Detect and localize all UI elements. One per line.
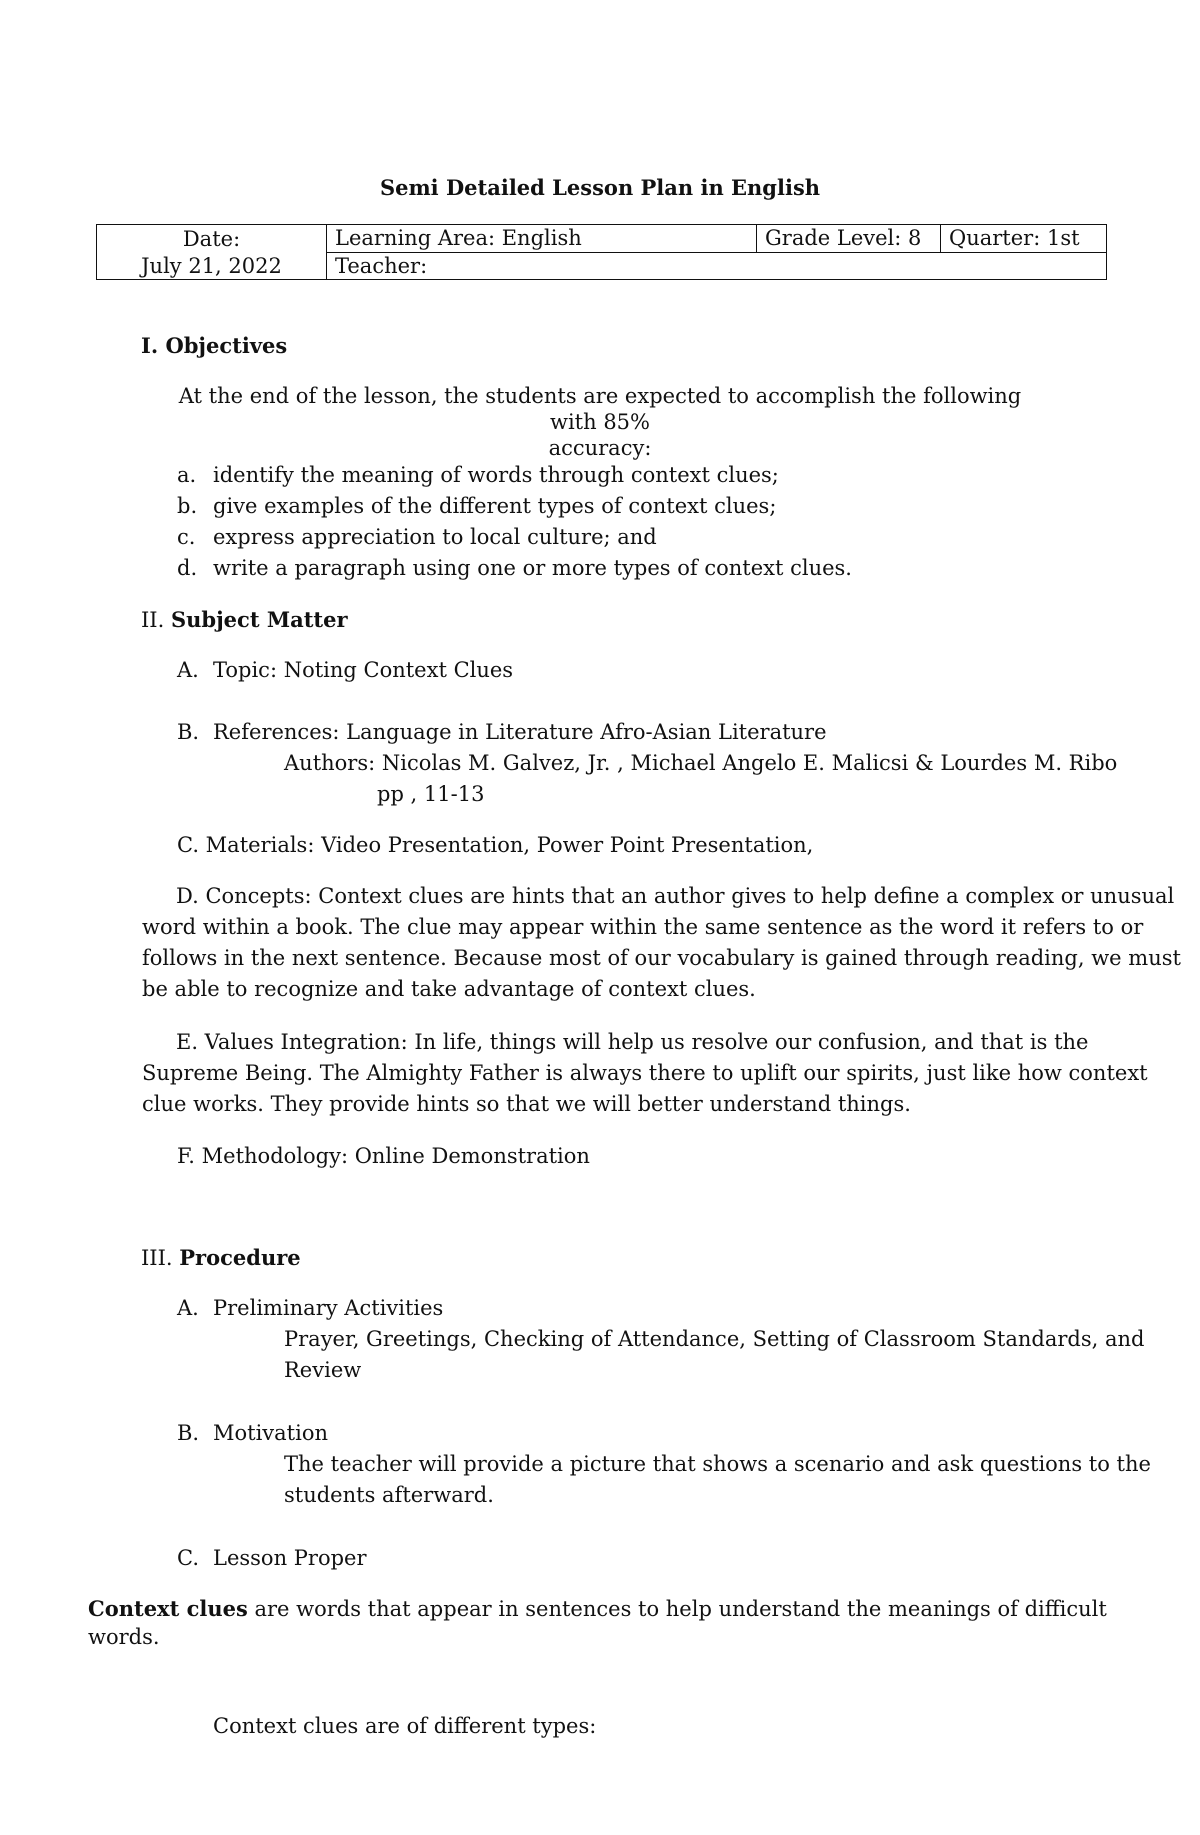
methodology-text: F. Methodology: Online Demonstration [177, 1144, 590, 1168]
context-clues-types-intro: Context clues are of different types: [213, 1714, 597, 1738]
lesson-info-table [96, 224, 1107, 280]
objectives-heading: I. Objectives [141, 333, 288, 358]
objective-item [177, 460, 977, 491]
preliminary-title: Preliminary Activities [213, 1296, 444, 1320]
objective-item [177, 522, 977, 553]
topic-marker: A. [177, 658, 199, 682]
references-marker: B. [177, 720, 200, 744]
subject-matter-number: II. [141, 608, 165, 632]
authors-text: Authors: Nicolas M. Galvez, Jr. , Michael Angelo E. Malicsi & Lourdes M. Ribo [284, 751, 1118, 775]
preliminary-marker: A. [177, 1296, 199, 1320]
references-item [177, 717, 977, 748]
lesson-proper-title: Lesson Proper [213, 1546, 367, 1570]
values-line: clue works. They provide hints so that we will better understand things. [142, 1092, 911, 1116]
objective-marker: b. [177, 494, 198, 518]
motivation-title: Motivation [213, 1421, 329, 1445]
motivation-detail: students afterward. [284, 1483, 494, 1507]
values-paragraph [142, 1027, 1148, 1120]
objective-text: write a paragraph using one or more types of context clues. [213, 556, 852, 580]
lesson-proper-marker: C. [177, 1546, 199, 1570]
preliminary-item [177, 1293, 977, 1324]
objectives-intro-line: At the end of the lesson, the students are expected to accomplish the following with 85% [178, 384, 1022, 434]
teacher-cell: Teacher: [327, 252, 1107, 280]
concepts-paragraph [142, 881, 1181, 1005]
pages-text: pp , 11-13 [377, 782, 485, 806]
objective-marker: c. [177, 525, 196, 549]
context-clues-line-rest: are words that appear in sentences to help understand the meanings of difficult [247, 1597, 1107, 1621]
subject-matter-heading [141, 604, 348, 636]
values-line: E. Values Integration: In life, things will help us resolve our confusion, and that is the [176, 1030, 1089, 1054]
info-table-row [97, 225, 1107, 253]
lesson-proper-item [177, 1543, 977, 1574]
concepts-line: word within a book. The clue may appear within the same sentence as the word it refers to or [142, 915, 1144, 939]
procedure-number: III. [141, 1246, 173, 1270]
concepts-line: follows in the next sentence. Because most of our vocabulary is gained through reading, we must [142, 946, 1181, 970]
date-label-cell: Date: [97, 225, 327, 253]
objective-marker: d. [177, 556, 198, 580]
procedure-heading [141, 1242, 301, 1274]
subject-matter-title: Subject Matter [170, 607, 348, 632]
document-title: Semi Detailed Lesson Plan in English [379, 175, 821, 200]
grade-level-cell: Grade Level: 8 [757, 225, 941, 253]
preliminary-detail: Prayer, Greetings, Checking of Attendance, Setting of Classroom Standards, and [284, 1327, 1145, 1351]
objective-item [177, 553, 977, 584]
motivation-detail: The teacher will provide a picture that shows a scenario and ask questions to the [284, 1452, 1151, 1476]
topic-item [177, 655, 977, 686]
references-text: References: Language in Literature Afro-Asian Literature [213, 720, 827, 744]
motivation-item [177, 1418, 977, 1449]
objective-text: identify the meaning of words through context clues; [213, 463, 779, 487]
materials-text: C. Materials: Video Presentation, Power Point Presentation, [177, 833, 814, 857]
info-table-row [97, 252, 1107, 280]
objective-text: express appreciation to local culture; and [213, 525, 657, 549]
objectives-intro [170, 383, 1030, 461]
learning-area-cell: Learning Area: English [327, 225, 757, 253]
objective-text: give examples of the different types of context clues; [213, 494, 777, 518]
objective-item [177, 491, 977, 522]
objectives-intro-line: accuracy: [548, 436, 652, 460]
context-clues-line: words. [88, 1625, 160, 1649]
concepts-line: D. Concepts: Context clues are hints that an author gives to help define a complex or unusual [176, 884, 1175, 908]
context-clues-term: Context clues [88, 1596, 248, 1621]
preliminary-detail: Review [284, 1358, 362, 1382]
values-line: Supreme Being. The Almighty Father is always there to uplift our spirits, just like how context [142, 1061, 1148, 1085]
procedure-title: Procedure [179, 1245, 301, 1270]
context-clues-line [88, 1595, 1107, 1623]
objective-marker: a. [177, 463, 197, 487]
quarter-cell: Quarter: 1st [941, 225, 1107, 253]
concepts-line: be able to recognize and take advantage of context clues. [142, 977, 756, 1001]
motivation-marker: B. [177, 1421, 200, 1445]
context-clues-definition [88, 1595, 1107, 1651]
date-value-cell: July 21, 2022 [97, 252, 327, 280]
topic-text: Topic: Noting Context Clues [213, 658, 514, 682]
